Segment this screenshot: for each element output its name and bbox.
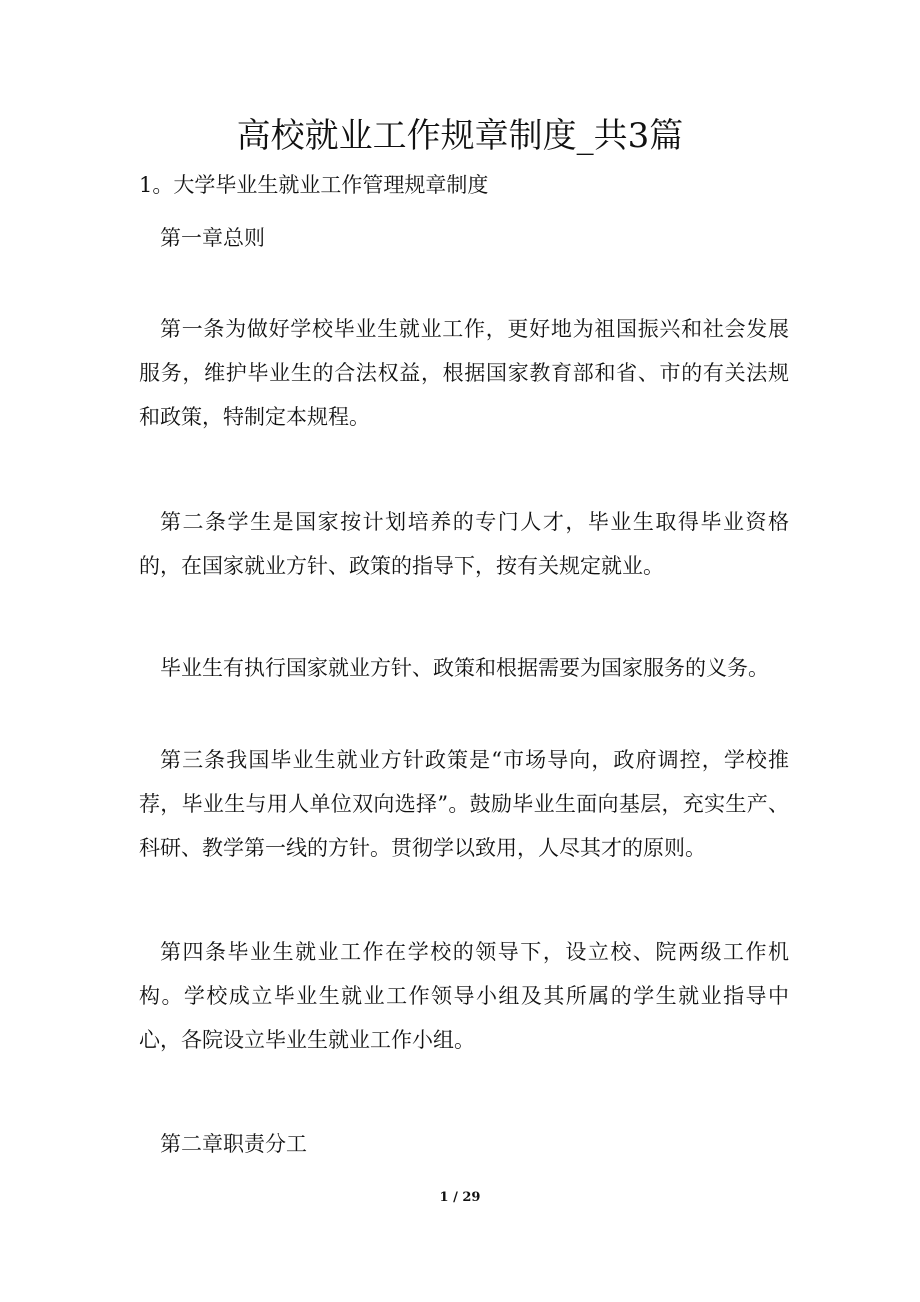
chapter-heading-responsibilities: 第二章职责分工 [160, 1132, 307, 1156]
article-1-paragraph: 第一条为做好学校毕业生就业工作，更好地为祖国振兴和社会发展服务，维护毕业生的合法权益，根据国家教育部和省、市的有关法规和政策，特制定本规程。 [139, 317, 789, 429]
chapter-heading-general: 第一章总则 [160, 226, 265, 250]
article-2-paragraph: 第二条学生是国家按计划培养的专门人才，毕业生取得毕业资格的，在国家就业方针、政策的指导下，按有关规定就业。 [139, 510, 789, 578]
page-number: 1 / 29 [439, 1190, 481, 1205]
article-4-paragraph: 第四条毕业生就业工作在学校的领导下，设立校、院两级工作机构。学校成立毕业生就业工作领导小组及其所属的学生就业指导中心，各院设立毕业生就业工作小组。 [139, 940, 789, 1052]
article-3-paragraph: 第三条我国毕业生就业方针政策是“市场导向，政府调控，学校推荐，毕业生与用人单位双向选择”。鼓励毕业生面向基层，充实生产、科研、教学第一线的方针。贯彻学以致用，人尽其才的原则。 [139, 748, 789, 860]
document-title: 高校就业工作规章制度_共3篇 [236, 116, 684, 156]
graduate-duty-paragraph: 毕业生有执行国家就业方针、政策和根据需要为国家服务的义务。 [160, 656, 769, 680]
section-heading: 1。大学毕业生就业工作管理规章制度 [139, 173, 489, 197]
